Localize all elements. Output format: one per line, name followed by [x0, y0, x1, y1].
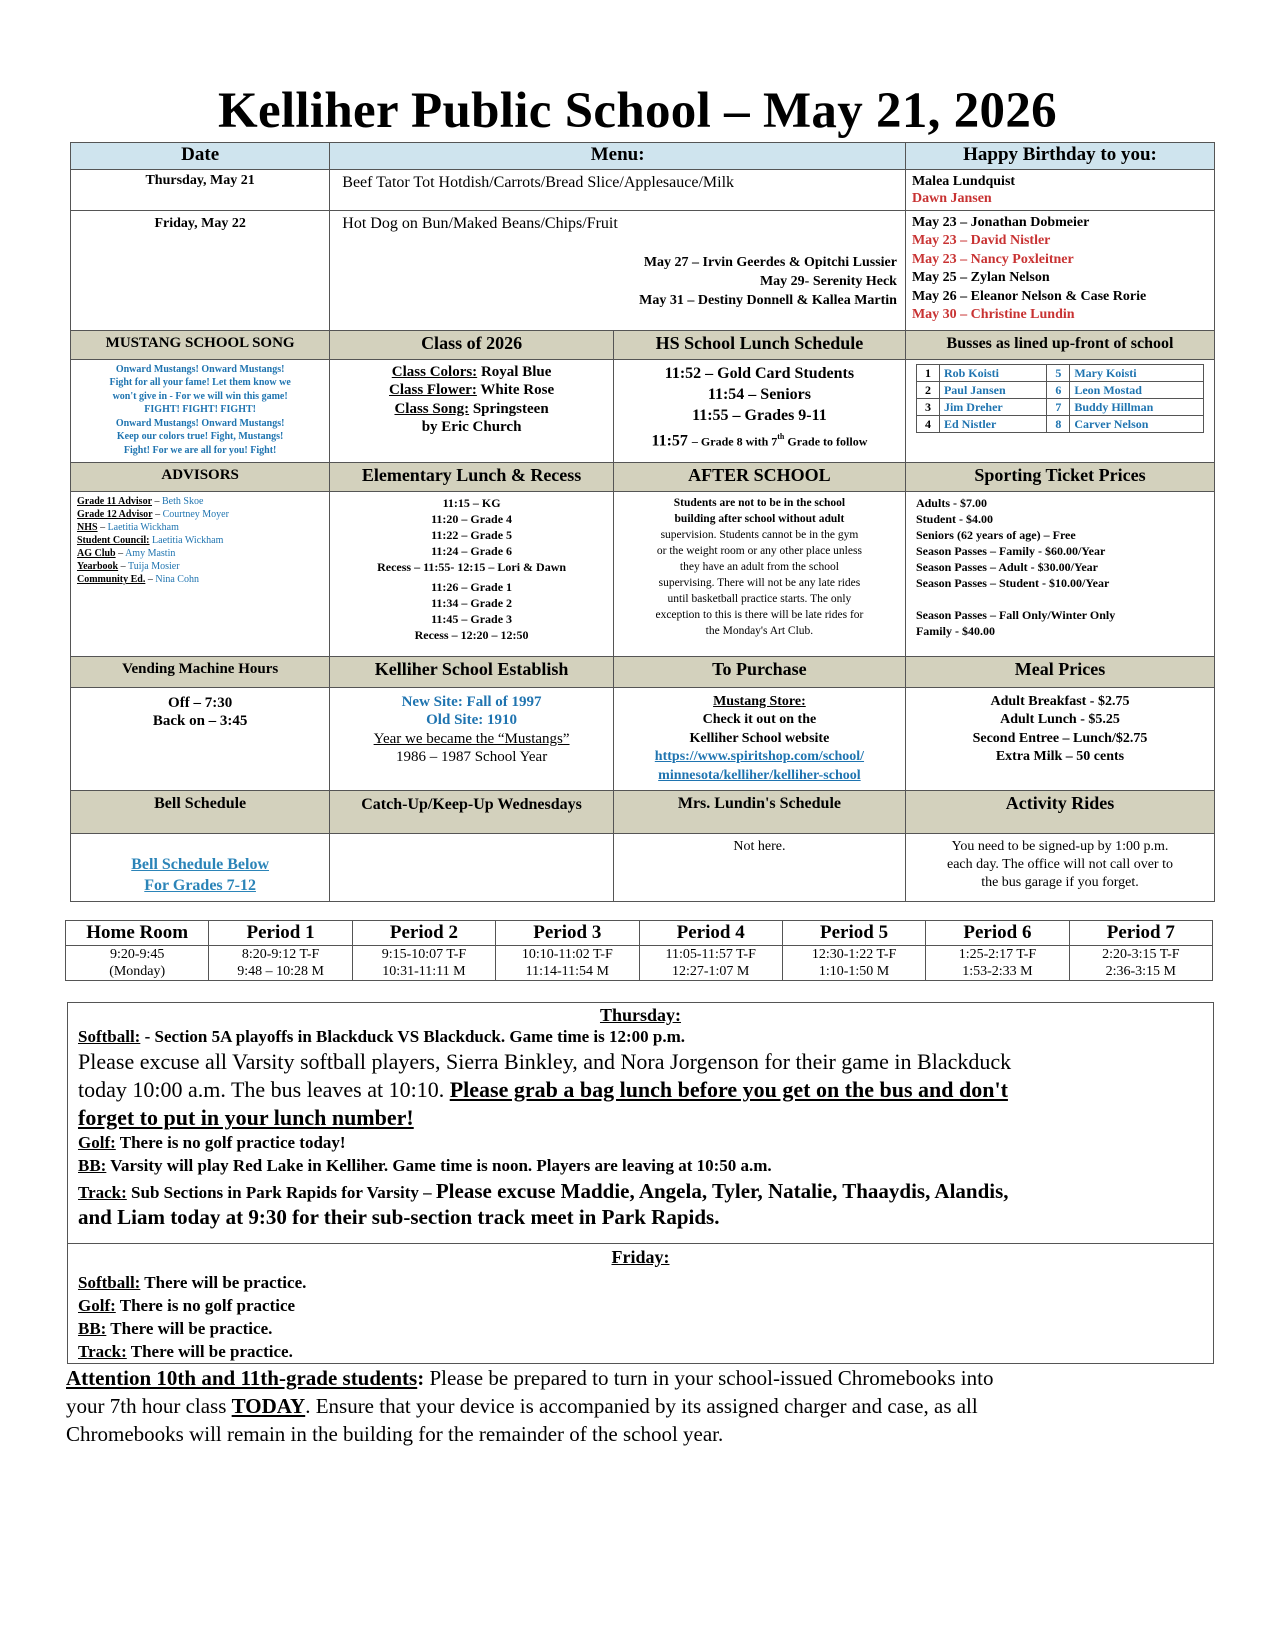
birthday-entry: May 25 – Zylan Nelson: [911, 270, 1050, 286]
friday-track: [78, 1342, 293, 1362]
class-info: [330, 359, 614, 462]
thursday-track-cont: and Liam today at 9:30 for their sub-section track meet in Park Rapids.: [78, 1205, 720, 1229]
bell-header: Bell Schedule: [71, 790, 330, 833]
period-header-row: [66, 921, 1213, 946]
period-time: 9:48 – 10:28 M: [237, 964, 324, 979]
class-header: Class of 2026: [330, 331, 614, 360]
track-excuse-text: Please excuse Maddie, Angela, Tyler, Natalie, Thaaydis, Alandis,: [435, 1179, 1009, 1203]
hs-lunch-time: [620, 426, 899, 452]
advisor-name: Laetitia Wickham: [152, 535, 224, 547]
meal-price-list: [905, 687, 1214, 790]
attention-colon: :: [417, 1366, 425, 1390]
period-times: [209, 946, 352, 981]
period-time: 12:27-1:07 M: [671, 964, 750, 979]
hs-lunch-time: 11:52 – Gold Card Students: [664, 364, 855, 382]
birthdays-thursday: [905, 169, 1214, 210]
purchase-header: To Purchase: [613, 656, 905, 687]
song-line: Fight for all your fame! Let them know we: [109, 377, 291, 389]
song-line: FIGHT! FIGHT! FIGHT!: [144, 404, 256, 416]
advisors-header: ADVISORS: [71, 463, 330, 492]
track-label: Track:: [78, 1183, 127, 1202]
bb-label: BB:: [78, 1156, 107, 1175]
attention-line: Chromebooks will remain in the building for the remainder of the school year.: [66, 1422, 724, 1446]
ticket-price: Season Passes – Family - $60.00/Year: [915, 544, 1106, 559]
period-name: Period 4: [639, 921, 782, 946]
bus-row: [916, 398, 1203, 415]
new-site: New Site: Fall of 1997: [401, 693, 542, 710]
softball-text: There will be practice.: [140, 1273, 307, 1292]
meal-price: Adult Breakfast - $2.75: [990, 693, 1130, 709]
advisor-label: Grade 12 Advisor: [77, 509, 153, 521]
birthday-entry: May 23 – Jonathan Dobmeier: [911, 214, 1090, 230]
bus-driver: Paul Jansen: [939, 381, 1046, 398]
period-time: 1:10-1:50 M: [818, 964, 890, 979]
birthdays-friday: [905, 210, 1214, 330]
advisor-name: Courtney Moyer: [162, 509, 229, 521]
announcements-box: [67, 1002, 1214, 1364]
track-text: Sub Sections in Park Rapids for Varsity –: [126, 1183, 436, 1202]
period-times: [1069, 946, 1212, 981]
old-site: Old Site: 1910: [426, 712, 517, 728]
hs-lunch-last-tail: Grade to follow: [784, 434, 868, 449]
meal-price: Extra Milk – 50 cents: [995, 749, 1125, 764]
period-time: 12:30-1:22 T-F: [811, 947, 897, 962]
period-name: Period 3: [496, 921, 639, 946]
friday-bb: [78, 1319, 272, 1339]
meal-price: Second Entree – Lunch/$2.75: [972, 730, 1148, 746]
bus-driver: Ed Nistler: [939, 415, 1046, 432]
vending-header: Vending Machine Hours: [71, 656, 330, 687]
advisor-label: Yearbook: [77, 561, 119, 573]
softball-label: Softball:: [78, 1027, 141, 1046]
vending-on: Back on – 3:45: [152, 712, 248, 729]
attention-today: TODAY: [231, 1394, 306, 1418]
ticket-spacer: [916, 591, 1208, 607]
attention-label: Attention 10th and 11th-grade students: [66, 1366, 418, 1390]
activity-line: the bus garage if you forget.: [981, 875, 1139, 891]
advisor-label: Grade 11 Advisor: [77, 496, 153, 508]
elem-lunch-time: 11:15 – KG: [442, 496, 501, 511]
activity-header: Activity Rides: [905, 790, 1214, 833]
bus-number: 6: [1047, 381, 1070, 398]
elem-lunch-time: 11:22 – Grade 5: [431, 528, 513, 543]
birthday-entry: Malea Lundquist: [911, 173, 1016, 189]
period-time: 8:20-9:12 T-F: [241, 947, 320, 962]
bus-row: [916, 381, 1203, 398]
ticket-prices: [905, 492, 1214, 657]
period-time: 2:36-3:15 M: [1105, 964, 1176, 979]
class-colors-label: Class Colors:: [391, 363, 478, 380]
elem-lunch-time: 11:24 – Grade 6: [431, 544, 513, 559]
advisor-name: Laetitia Wickham: [107, 522, 179, 534]
elem-lunch-time: 11:45 – Grade 3: [431, 612, 513, 627]
track-label: Track:: [78, 1342, 127, 1361]
hs-lunch-schedule: [613, 359, 905, 462]
period-time-row: [66, 946, 1213, 981]
spiritshop-link[interactable]: minnesota/kelliher/kelliher-school: [658, 767, 861, 783]
after-school-line: exception to this is there will be late rides for: [655, 609, 864, 622]
after-school-header: AFTER SCHOOL: [613, 463, 905, 492]
spiritshop-link[interactable]: https://www.spiritshop.com/school/: [654, 749, 865, 764]
thursday-golf: [78, 1133, 346, 1153]
bus-time-text: today 10:00 a.m. The bus leaves at 10:10.: [78, 1077, 450, 1102]
track-text: There will be practice.: [126, 1342, 293, 1361]
tickets-header: Sporting Ticket Prices: [905, 463, 1214, 492]
bus-number: 1: [916, 364, 939, 381]
class-song-label: Class Song:: [394, 400, 470, 417]
softball-text: - Section 5A playoffs in Blackduck VS Blackduck. Game time is 12:00 p.m.: [140, 1027, 686, 1046]
friday-heading: Friday:: [611, 1247, 670, 1267]
date-header: Date: [71, 143, 330, 170]
golf-text: There is no golf practice: [115, 1296, 296, 1315]
advisor-label: Student Council:: [77, 535, 150, 547]
advisor-label: Community Ed.: [77, 574, 146, 586]
after-school-line: supervising. There will not be any late rides: [658, 577, 861, 590]
period-name: Period 5: [782, 921, 925, 946]
attention-text: Please be prepared to turn in your school-issued Chromebooks into: [424, 1366, 994, 1390]
elem-lunch-time: 11:34 – Grade 2: [431, 596, 513, 611]
period-time: 1:53-2:33 M: [962, 964, 1033, 979]
birthday-entry: May 27 – Irvin Geerdes & Opitchi Lussier: [643, 254, 897, 270]
page-title: Kelliher Public School – May 21, 2026: [218, 83, 1057, 139]
establish-info: [330, 687, 614, 790]
meal-header: Meal Prices: [905, 656, 1214, 687]
bag-lunch-note: Please grab a bag lunch before you get on the bus and don't: [449, 1077, 1008, 1102]
period-time: 9:15-10:07 T-F: [381, 947, 467, 962]
busses-header: Busses as lined up-front of school: [905, 331, 1214, 360]
golf-label: Golf:: [78, 1296, 116, 1315]
song-line: Fight! For we are all for you! Fight!: [123, 444, 277, 456]
elem-lunch-time: 11:26 – Grade 1: [431, 580, 513, 595]
period-times: [496, 946, 639, 981]
elem-lunch-header: Elementary Lunch & Recess: [330, 463, 614, 492]
song-line: Onward Mustangs! Onward Mustangs!: [115, 417, 285, 429]
mustang-store-label: Mustang Store:: [713, 693, 806, 709]
ticket-price: Adults - $7.00: [915, 496, 987, 511]
attention-text: your 7th hour class: [66, 1394, 232, 1418]
catchup-cell: [330, 834, 614, 902]
purchase-line: Check it out on the: [702, 712, 817, 727]
softball-label: Softball:: [78, 1273, 141, 1292]
became-mustangs: Year we became the “Mustangs”: [373, 730, 570, 747]
period-time: 2:20-3:15 T-F: [1102, 947, 1180, 962]
bus-row: [916, 415, 1203, 432]
meal-price: Adult Lunch - $5.25: [1000, 712, 1120, 727]
period-time: 9:20-9:45: [109, 947, 165, 962]
after-school-line: Students are not to be in the school: [673, 497, 846, 510]
attention-line: [66, 1366, 993, 1391]
menu-header: Menu:: [330, 143, 906, 170]
bus-driver: Mary Koisti: [1070, 364, 1204, 381]
thursday-track: [78, 1179, 1009, 1204]
class-song-by: by Eric Church: [421, 419, 522, 436]
advisor-name: Amy Mastin: [125, 548, 176, 560]
elem-recess-time: Recess – 11:55- 12:15 – Lori & Dawn: [377, 560, 567, 575]
activity-line: each day. The office will not call over to: [946, 857, 1173, 873]
advisors-list: Grade 11 Advisor – Beth Skoe Grade 12 Advisor – Courtney Moyer NHS – Laetitia Wickham Student Council: Laetitia Wickham AG Club – Amy Mastin Yearbook – Tuija Mosier Community Ed. – Nina Cohn: [71, 492, 330, 657]
period-times: [639, 946, 782, 981]
menu-thursday: Beef Tator Tot Hotdish/Carrots/Bread Slice/Applesauce/Milk: [330, 169, 906, 210]
period-name: Period 2: [352, 921, 495, 946]
period-times: [352, 946, 495, 981]
period-times: [782, 946, 925, 981]
ticket-price: Student - $4.00: [915, 512, 993, 527]
thursday-heading: Thursday:: [599, 1005, 682, 1025]
lundin-text: Not here.: [613, 834, 905, 902]
after-school-line: the Monday's Art Club.: [705, 625, 814, 638]
establish-header: Kelliher School Establish: [330, 656, 614, 687]
advisor-label: NHS: [77, 522, 98, 534]
period-time: 11:05-11:57 T-F: [665, 947, 756, 962]
advisor-name: Nina Cohn: [155, 574, 199, 586]
period-time: (Monday): [109, 964, 166, 979]
bb-text: Varsity will play Red Lake in Kelliher. Game time is noon. Players are leaving at 10:50 a.m.: [106, 1156, 772, 1175]
advisor-name: Beth Skoe: [162, 496, 204, 508]
birthday-entry: May 26 – Eleanor Nelson & Case Rorie: [911, 288, 1147, 304]
menu-friday-text: Hot Dog on Bun/Maked Beans/Chips/Fruit: [342, 214, 618, 232]
vending-off: Off – 7:30: [168, 694, 233, 711]
hs-lunch-time: 11:54 – Seniors: [707, 385, 811, 403]
thursday-excuse-line: [78, 1077, 1008, 1103]
hs-lunch-time: 11:55 – Grades 9-11: [692, 406, 827, 424]
hs-lunch-last-text: – Grade 8 with 7: [691, 434, 778, 449]
bus-number: 5: [1047, 364, 1070, 381]
thursday-excuse-line: Please excuse all Varsity softball players, Sierra Binkley, and Nora Jorgenson for their game in Blackduck: [78, 1049, 1012, 1074]
birthday-entry: May 23 – David Nistler: [911, 233, 1051, 249]
period-time: 11:14-11:54 M: [525, 964, 609, 979]
period-time: 10:10-11:02 T-F: [521, 947, 613, 962]
hs-lunch-header: HS School Lunch Schedule: [613, 331, 905, 360]
bell-schedule-link[interactable]: For Grades 7-12: [144, 877, 256, 895]
ticket-price: Season Passes – Fall Only/Winter Only: [915, 608, 1116, 623]
birthday-entry: May 23 – Nancy Poxleitner: [911, 251, 1074, 267]
activity-text: [905, 834, 1214, 902]
advisor-label: AG Club: [77, 548, 116, 560]
elem-lunch-time: 11:20 – Grade 4: [431, 512, 513, 527]
menu-friday: [330, 210, 906, 330]
class-flower: White Rose: [480, 382, 555, 399]
bus-driver: Buddy Hillman: [1070, 398, 1204, 415]
day-divider: [68, 1243, 1213, 1244]
after-school-text: [613, 492, 905, 657]
hs-lunch-last-sup: th: [777, 431, 785, 441]
bus-number: 4: [916, 415, 939, 432]
period-times: [66, 946, 209, 981]
bb-text: There will be practice.: [106, 1319, 273, 1338]
purchase-info: [613, 687, 905, 790]
class-flower-label: Class Flower:: [389, 382, 477, 399]
advisor-name: Tuija Mosier: [127, 561, 180, 573]
song-line: Onward Mustangs! Onward Mustangs!: [115, 363, 285, 375]
song-line: won't give in - For we will win this game!: [112, 390, 288, 402]
birthday-entry: May 31 – Destiny Donnell & Kallea Martin: [639, 292, 897, 308]
elem-lunch-schedule: [330, 492, 614, 657]
after-school-line: building after school without adult: [674, 513, 845, 526]
bus-driver: Leon Mostad: [1070, 381, 1204, 398]
period-name: Period 6: [926, 921, 1069, 946]
busses-cell: [905, 359, 1214, 462]
school-song-header: MUSTANG SCHOOL SONG: [71, 331, 330, 360]
lunch-number-note: forget to put in your lunch number!: [78, 1105, 414, 1130]
bus-number: 7: [1047, 398, 1070, 415]
after-school-line: supervision. Students cannot be in the gym: [660, 529, 859, 542]
period-name: Period 7: [1069, 921, 1212, 946]
catchup-header: Catch-Up/Keep-Up Wednesdays: [330, 790, 614, 833]
school-song: [71, 359, 330, 462]
birthday-header: Happy Birthday to you:: [905, 143, 1214, 170]
period-times: [926, 946, 1069, 981]
class-song: Springsteen: [472, 400, 549, 417]
song-line: Keep our colors true! Fight, Mustangs!: [116, 431, 284, 443]
friday-golf: [78, 1296, 295, 1316]
golf-label: Golf:: [78, 1133, 116, 1152]
after-school-line: they have an adult from the school: [679, 561, 839, 574]
friday-softball: [78, 1273, 306, 1293]
bus-driver: Carver Nelson: [1070, 415, 1204, 432]
attention-text: . Ensure that your device is accompanied by its assigned charger and case, as all: [305, 1394, 978, 1418]
bell-link-cell: [71, 834, 330, 902]
bb-label: BB:: [78, 1319, 107, 1338]
birthday-entry: May 30 – Christine Lundin: [911, 307, 1075, 323]
birthday-entry: Dawn Jansen: [911, 190, 992, 206]
ticket-price: Season Passes – Adult - $30.00/Year: [915, 560, 1098, 575]
period-time: 1:25-2:17 T-F: [958, 947, 1037, 962]
bus-driver: Jim Dreher: [939, 398, 1046, 415]
ticket-price: Season Passes – Student - $10.00/Year: [915, 576, 1110, 591]
golf-text: There is no golf practice today!: [115, 1133, 346, 1152]
thursday-bb: [78, 1156, 772, 1176]
thursday-softball: [78, 1027, 685, 1047]
lundin-header: Mrs. Lundin's Schedule: [613, 790, 905, 833]
after-school-line: until basketball practice starts. The only: [667, 593, 852, 606]
bus-driver: Rob Koisti: [939, 364, 1046, 381]
date-thursday: Thursday, May 21: [71, 169, 330, 210]
period-name: Period 1: [209, 921, 352, 946]
ticket-price: Family - $40.00: [915, 624, 995, 639]
bus-table: [916, 364, 1204, 433]
birthday-entry: May 29- Serenity Heck: [759, 273, 897, 289]
hs-lunch-last-time: 11:57: [651, 432, 688, 450]
elem-recess-time: Recess – 12:20 – 12:50: [414, 628, 529, 643]
after-school-line: or the weight room or any other place unless: [656, 545, 862, 558]
activity-line: You need to be signed-up by 1:00 p.m.: [951, 839, 1169, 855]
attention-line: [66, 1394, 978, 1419]
period-name: Home Room: [66, 921, 209, 946]
date-friday: Friday, May 22: [71, 210, 330, 330]
school-year: 1986 – 1987 School Year: [395, 749, 548, 765]
period-time: 10:31-11:11 M: [382, 964, 466, 979]
vending-hours: [71, 687, 330, 790]
bus-row: [916, 364, 1203, 381]
ticket-price: Seniors (62 years of age) – Free: [915, 528, 1076, 543]
bus-number: 2: [916, 381, 939, 398]
bus-number: 3: [916, 398, 939, 415]
birthday-overflow: [639, 253, 897, 310]
bus-number: 8: [1047, 415, 1070, 432]
class-colors: Royal Blue: [480, 363, 552, 380]
purchase-line: Kelliher School website: [689, 730, 830, 746]
bell-schedule-table: [65, 920, 1213, 981]
info-grid: [70, 142, 1215, 902]
bell-schedule-link[interactable]: Bell Schedule Below: [131, 856, 270, 874]
